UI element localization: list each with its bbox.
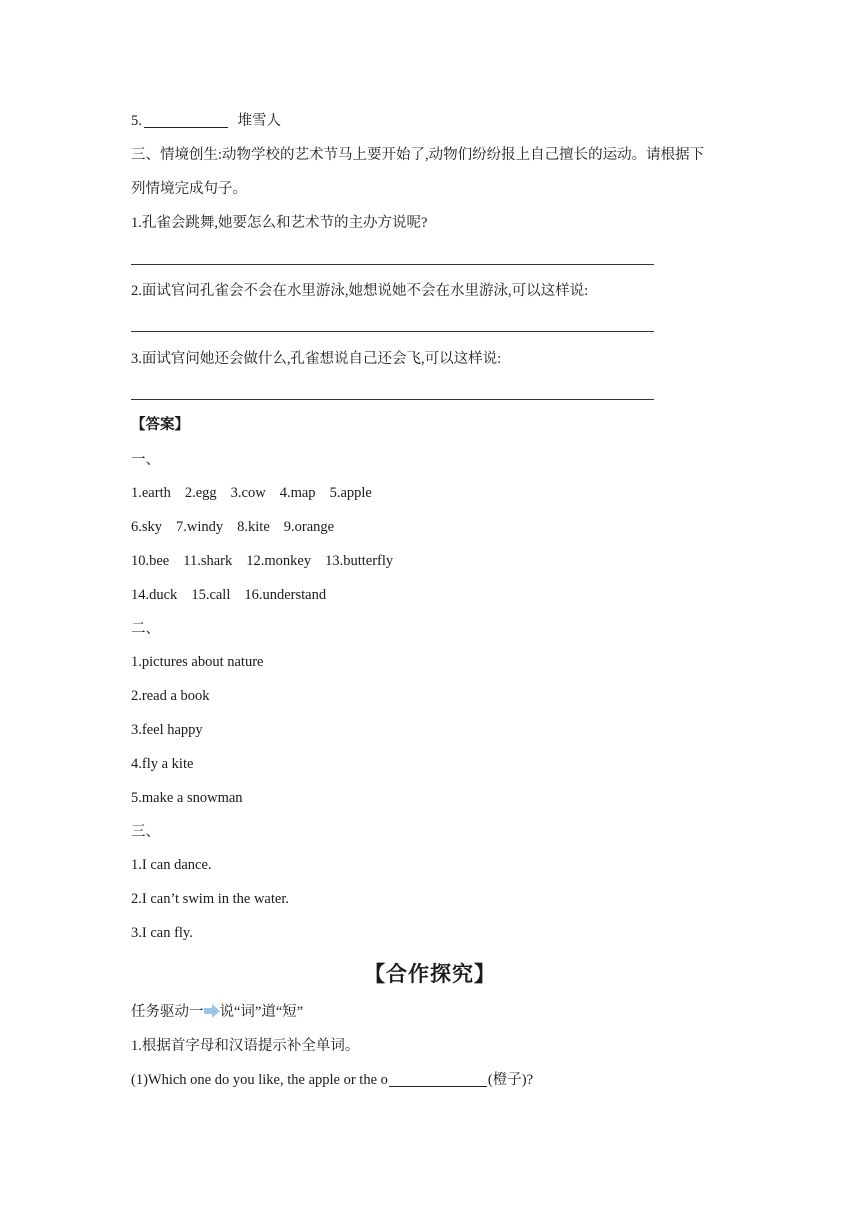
cooperation-question-1 [131,1070,533,1090]
answers-title: 【答案】 [131,417,189,433]
section-3-question-2: 2.面试官问孔雀会不会在水里游泳,她想说她不会在水里游泳,可以这样说: [131,283,589,299]
section-3-intro-line-2: 列情境完成句子。 [131,181,247,197]
answers-part-1-row [131,517,334,537]
answer-word: 10.bee [131,553,170,569]
answer-word: 4.map [279,485,316,501]
item-5-blank[interactable] [144,113,228,128]
answers-part-2-label: 二、 [131,621,160,637]
task-prefix: 任务驱动一 [131,1004,204,1020]
section-3-intro-line-1: 三、情境创生:动物学校的艺术节马上要开始了,动物们纷纷报上自己擅长的运动。请根据下 [131,147,705,163]
answers-part-3-item: 3.I can fly. [131,925,193,941]
answer-word: 7.windy [176,519,224,535]
answers-part-3-item: 1.I can dance. [131,857,212,873]
task-line [131,1002,303,1022]
item-5-hint: 堆雪人 [237,113,281,129]
answer-word: 11.shark [183,553,233,569]
answers-part-2-item: 3.feel happy [131,722,203,738]
item-5 [131,111,281,131]
answer-word: 8.kite [237,519,270,535]
answer-word: 13.butterfly [325,553,394,569]
answers-part-2-item: 4.fly a kite [131,756,194,772]
question-1-blank[interactable] [389,1072,487,1087]
question-1-suffix: (橙子)? [487,1072,533,1088]
answer-line-1[interactable] [131,264,654,265]
answer-line-2[interactable] [131,331,654,332]
answer-word: 15.call [191,587,231,603]
answer-word: 16.understand [244,587,327,603]
answers-part-3-item: 2.I can’t swim in the water. [131,891,289,907]
answers-part-1-row [131,483,372,503]
answer-word: 12.monkey [246,553,312,569]
item-5-number: 5. [131,113,142,129]
task-suffix: 说“词”道“短” [219,1004,304,1020]
answers-part-2-item: 5.make a snowman [131,790,243,806]
arrow-right-icon [204,1004,220,1018]
answers-part-2-item: 2.read a book [131,688,210,704]
answers-part-1-row [131,551,393,571]
answer-line-3[interactable] [131,399,654,400]
answer-word: 5.apple [329,485,372,501]
cooperation-instruction: 1.根据首字母和汉语提示补全单词。 [131,1038,360,1054]
answer-word: 3.cow [230,485,266,501]
section-3-question-1: 1.孔雀会跳舞,她要怎么和艺术节的主办方说呢? [131,215,428,231]
answer-word: 9.orange [283,519,335,535]
answer-word: 2.egg [184,485,217,501]
cooperation-heading: 【合作探究】 [364,962,496,986]
answers-part-3-label: 三、 [131,824,160,840]
answers-part-1-row [131,585,326,605]
answers-part-2-item: 1.pictures about nature [131,654,264,670]
answer-word: 14.duck [131,587,178,603]
section-3-question-3: 3.面试官问她还会做什么,孔雀想说自己还会飞,可以这样说: [131,351,502,367]
question-1-prefix: (1)Which one do you like, the apple or the o [131,1072,388,1088]
answer-word: 1.earth [131,485,171,501]
answers-part-1-label: 一、 [131,452,160,468]
answer-word: 6.sky [131,519,163,535]
